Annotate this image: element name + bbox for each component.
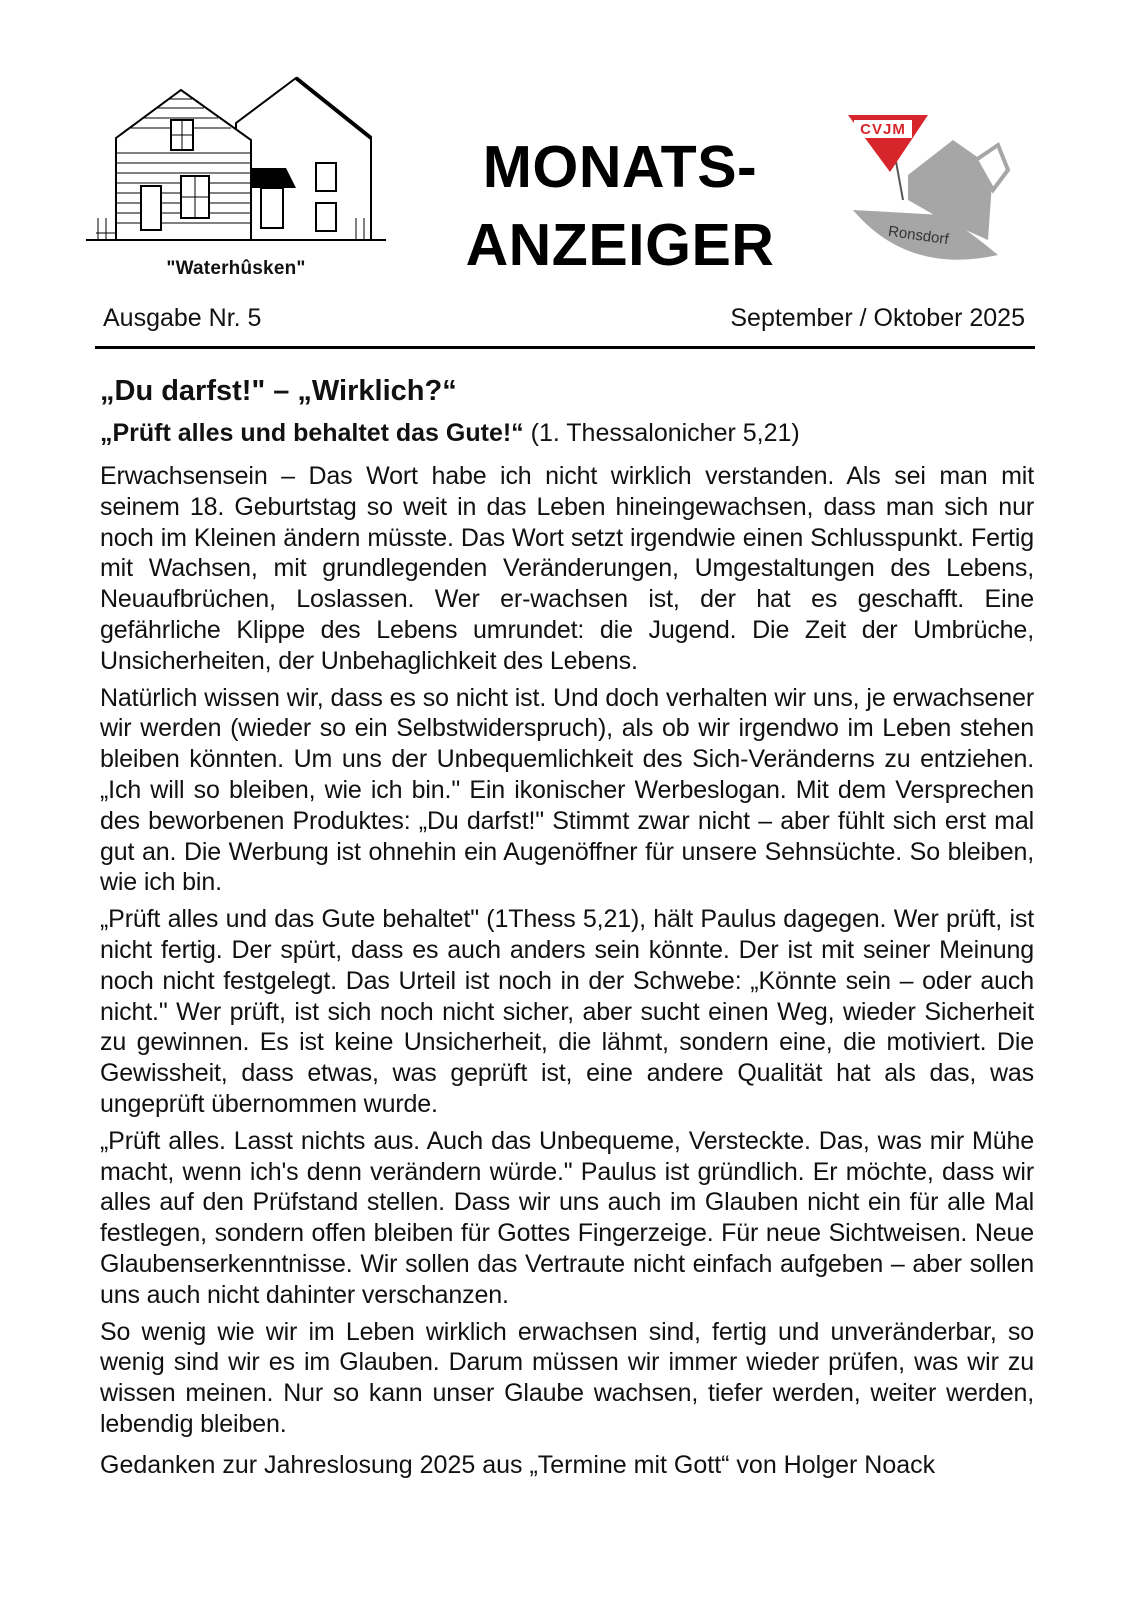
cvjm-emblem	[848, 100, 1023, 275]
paragraph: „Prüft alles und das Gute behaltet" (1Thess 5,21), hält Paulus dagegen. Wer prüft, ist nicht fertig. Der spürt, dass es auch anders sein könnte. Der ist mit seiner Meinung noch nicht festgelegt. Das Urteil ist noch in der Schwebe: „Könnte sein – oder auch nicht." Wer prüft, ist sich noch nicht sicher, aber sucht einen Weg, wieder Sicherheit zu gewinnen. Es ist keine Unsicherheit, die lähmt, sondern eine, die motiviert. Die Gewissheit, dass etwas, was geprüft ist, eine andere Qualität hat als das, was ungeprüft übernommen wurde.	[100, 905, 1034, 1118]
newsletter-title	[420, 128, 820, 284]
paragraph: Natürlich wissen wir, dass es so nicht ist. Und doch verhalten wir uns, je erwachsener wir werden (wieder so ein Selbstwiderspruch), als ob wir irgendwo im Leben stehen bleiben könnten. Um uns der Unbequemlichkeit des Sich-Veränderns zu entziehen. „Ich will so bleiben, wie ich bin." Ein ikonischer Werbeslogan. Mit dem Versprechen des beworbenen Produktes: „Du darfst!" Stimmt zwar nicht – aber fühlt sich erst mal gut an. Die Werbung ist ohnehin ein Augenöffner für unsere Sehnsüchte. So bleiben, wie ich bin.	[100, 683, 1034, 897]
paragraph: So wenig wie wir im Leben wirklich erwachsen sind, fertig und unveränderbar, so wenig sind wir es im Glauben. Darum müssen wir immer wieder prüfen, was wir zu wissen meinen. Nur so kann unser Glaube wachsen, tiefer werden, weiter werden, lebendig bleiben.	[100, 1317, 1034, 1438]
house-caption: "Waterhûsken"	[166, 258, 306, 279]
article	[100, 374, 1034, 1506]
cvjm-place: Ronsdorf	[887, 222, 950, 249]
verse-line	[100, 418, 1034, 449]
house-illustration	[86, 68, 386, 258]
verse-reference: (1. Thessalonicher 5,21)	[523, 419, 800, 447]
title-line-2: ANZEIGER	[465, 212, 775, 278]
cvjm-ronsdorf-logo	[848, 100, 1023, 275]
issue-number: Ausgabe Nr. 5	[103, 304, 262, 332]
waterhusken-logo	[86, 68, 386, 294]
verse-text: „Prüft alles und behaltet das Gute!“	[100, 419, 524, 447]
title-line-1: MONATS-	[482, 134, 758, 200]
paragraph: Erwachsensein – Das Wort habe ich nicht wirklich verstanden. Als sei man mit seinem 18. Geburtstag so weit in das Leben hineingewachsen, dass man sich nur noch im Kleinen ändern müsste. Das Wort setzt irgendwie einen Schlusspunkt. Fertig mit Wachsen, mit grundlegenden Veränderungen, Umgestaltungen des Lebens, Neuaufbrüchen, Loslassen. Wer er-wachsen ist, der hat es geschafft. Eine gefährliche Klippe des Lebens umrundet: die Jugend. Die Zeit der Umbrüche, Unsicherheiten, der Unbehaglichkeit des Lebens.	[100, 462, 1034, 675]
issue-bar	[95, 302, 1035, 349]
issue-period: September / Oktober 2025	[730, 304, 1025, 332]
paragraph: „Prüft alles. Lasst nichts aus. Auch das Unbequeme, Versteckte. Das, was mir Mühe macht, wenn ich's denn verändern würde." Paulus ist gründlich. Er möchte, dass wir alles auf den Prüfstand stellen. Dass wir uns auch im Glauben nicht ein für alle Mal festlegen, sondern offen bleiben für Gottes Fingerzeige. Für neue Sichtweisen. Neue Glaubenserkenntnisse. Wir sollen das Vertraute nicht einfach aufgeben – aber sollen uns auch nicht dahinter verschanzen.	[100, 1126, 1034, 1309]
cvjm-letters: CVJM	[860, 121, 906, 138]
article-headline: „Du darfst!" – „Wirklich?“	[100, 375, 457, 407]
article-source: Gedanken zur Jahreslosung 2025 aus „Termine mit Gott“ von Holger Noack	[100, 1450, 936, 1479]
